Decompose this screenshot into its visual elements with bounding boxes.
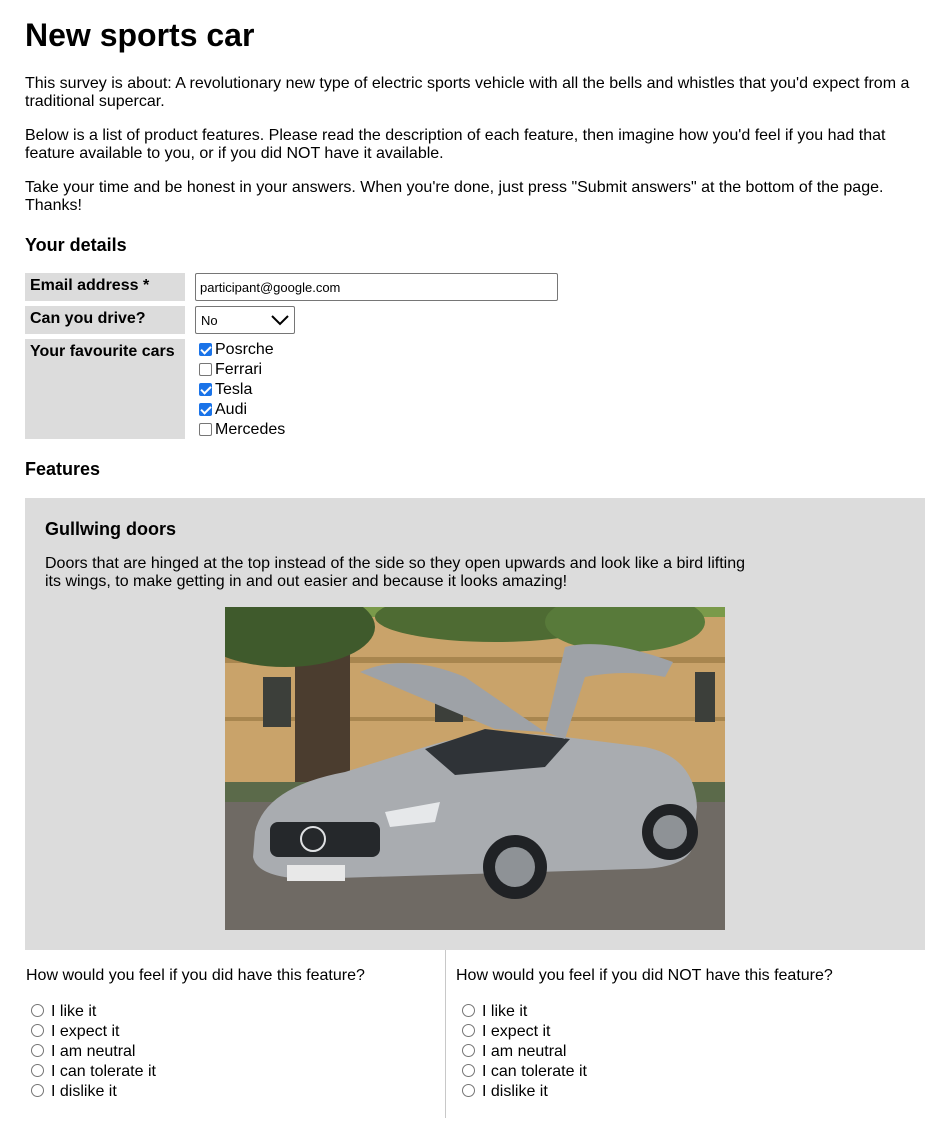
option-label: I am neutral: [51, 1043, 136, 1060]
option-label: I like it: [51, 1003, 97, 1020]
car-label: Ferrari: [215, 361, 263, 378]
favourite-cars-label: Your favourite cars: [25, 339, 185, 439]
features-heading: Features: [25, 459, 101, 479]
email-field[interactable]: [195, 273, 558, 301]
option-label: I am neutral: [482, 1043, 567, 1060]
chevron-down-icon: [270, 312, 290, 328]
intro-text: This survey is about: A revolutionary new type of electric sports vehicle with all the bells and whistles that you'd expect from a traditional supercar.: [25, 75, 910, 110]
option-label: I dislike it: [51, 1083, 117, 1100]
page-title: New sports car: [25, 17, 255, 53]
gullwing-car-photo: [225, 607, 725, 930]
feature-description: Doors that are hinged at the top instead of the side so they open upwards and look like a bird lifting its wings, to make getting in and out easier and because it looks amazing!: [45, 555, 745, 590]
feature-title: Gullwing doors: [45, 519, 176, 539]
car-label: Audi: [215, 401, 248, 418]
instructions-text: Below is a list of product features. Please read the description of each feature, then imagine how you'd feel if you had that feature available to you, or if you did NOT have it available.: [25, 127, 886, 162]
email-label: Email address *: [25, 273, 185, 301]
car-checkbox[interactable]: [199, 423, 212, 436]
radio-button[interactable]: [31, 1044, 44, 1057]
have-feature-column: [25, 950, 445, 1118]
not-have-feature-column: [445, 950, 926, 1118]
radio-button[interactable]: [462, 1064, 475, 1077]
feature-card: [25, 498, 925, 950]
closing-text: Take your time and be honest in your answers. When you're done, just press "Submit answers" at the bottom of the page. Thanks!: [25, 179, 884, 214]
have-feature-question: How would you feel if you did have this feature?: [26, 967, 365, 984]
option-label: I can tolerate it: [51, 1063, 156, 1080]
car-label: Posrche: [215, 341, 274, 358]
car-checkbox[interactable]: [199, 383, 212, 396]
can-drive-value: No: [201, 313, 218, 328]
not-have-feature-question: How would you feel if you did NOT have this feature?: [456, 967, 833, 984]
car-label: Tesla: [215, 381, 253, 398]
car-label: Mercedes: [215, 421, 286, 438]
radio-button[interactable]: [462, 1084, 475, 1097]
radio-button[interactable]: [462, 1004, 475, 1017]
radio-button[interactable]: [31, 1064, 44, 1077]
drive-label: Can you drive?: [25, 306, 185, 334]
option-label: I dislike it: [482, 1083, 548, 1100]
car-checkbox[interactable]: [199, 403, 212, 416]
details-heading: Your details: [25, 235, 127, 255]
radio-button[interactable]: [462, 1044, 475, 1057]
option-label: I like it: [482, 1003, 528, 1020]
option-label: I can tolerate it: [482, 1063, 587, 1080]
radio-button[interactable]: [31, 1004, 44, 1017]
radio-button[interactable]: [31, 1024, 44, 1037]
option-label: I expect it: [482, 1023, 551, 1040]
radio-button[interactable]: [31, 1084, 44, 1097]
car-checkbox[interactable]: [199, 343, 212, 356]
car-checkbox[interactable]: [199, 363, 212, 376]
can-drive-select[interactable]: [195, 306, 295, 334]
option-label: I expect it: [51, 1023, 120, 1040]
radio-button[interactable]: [462, 1024, 475, 1037]
